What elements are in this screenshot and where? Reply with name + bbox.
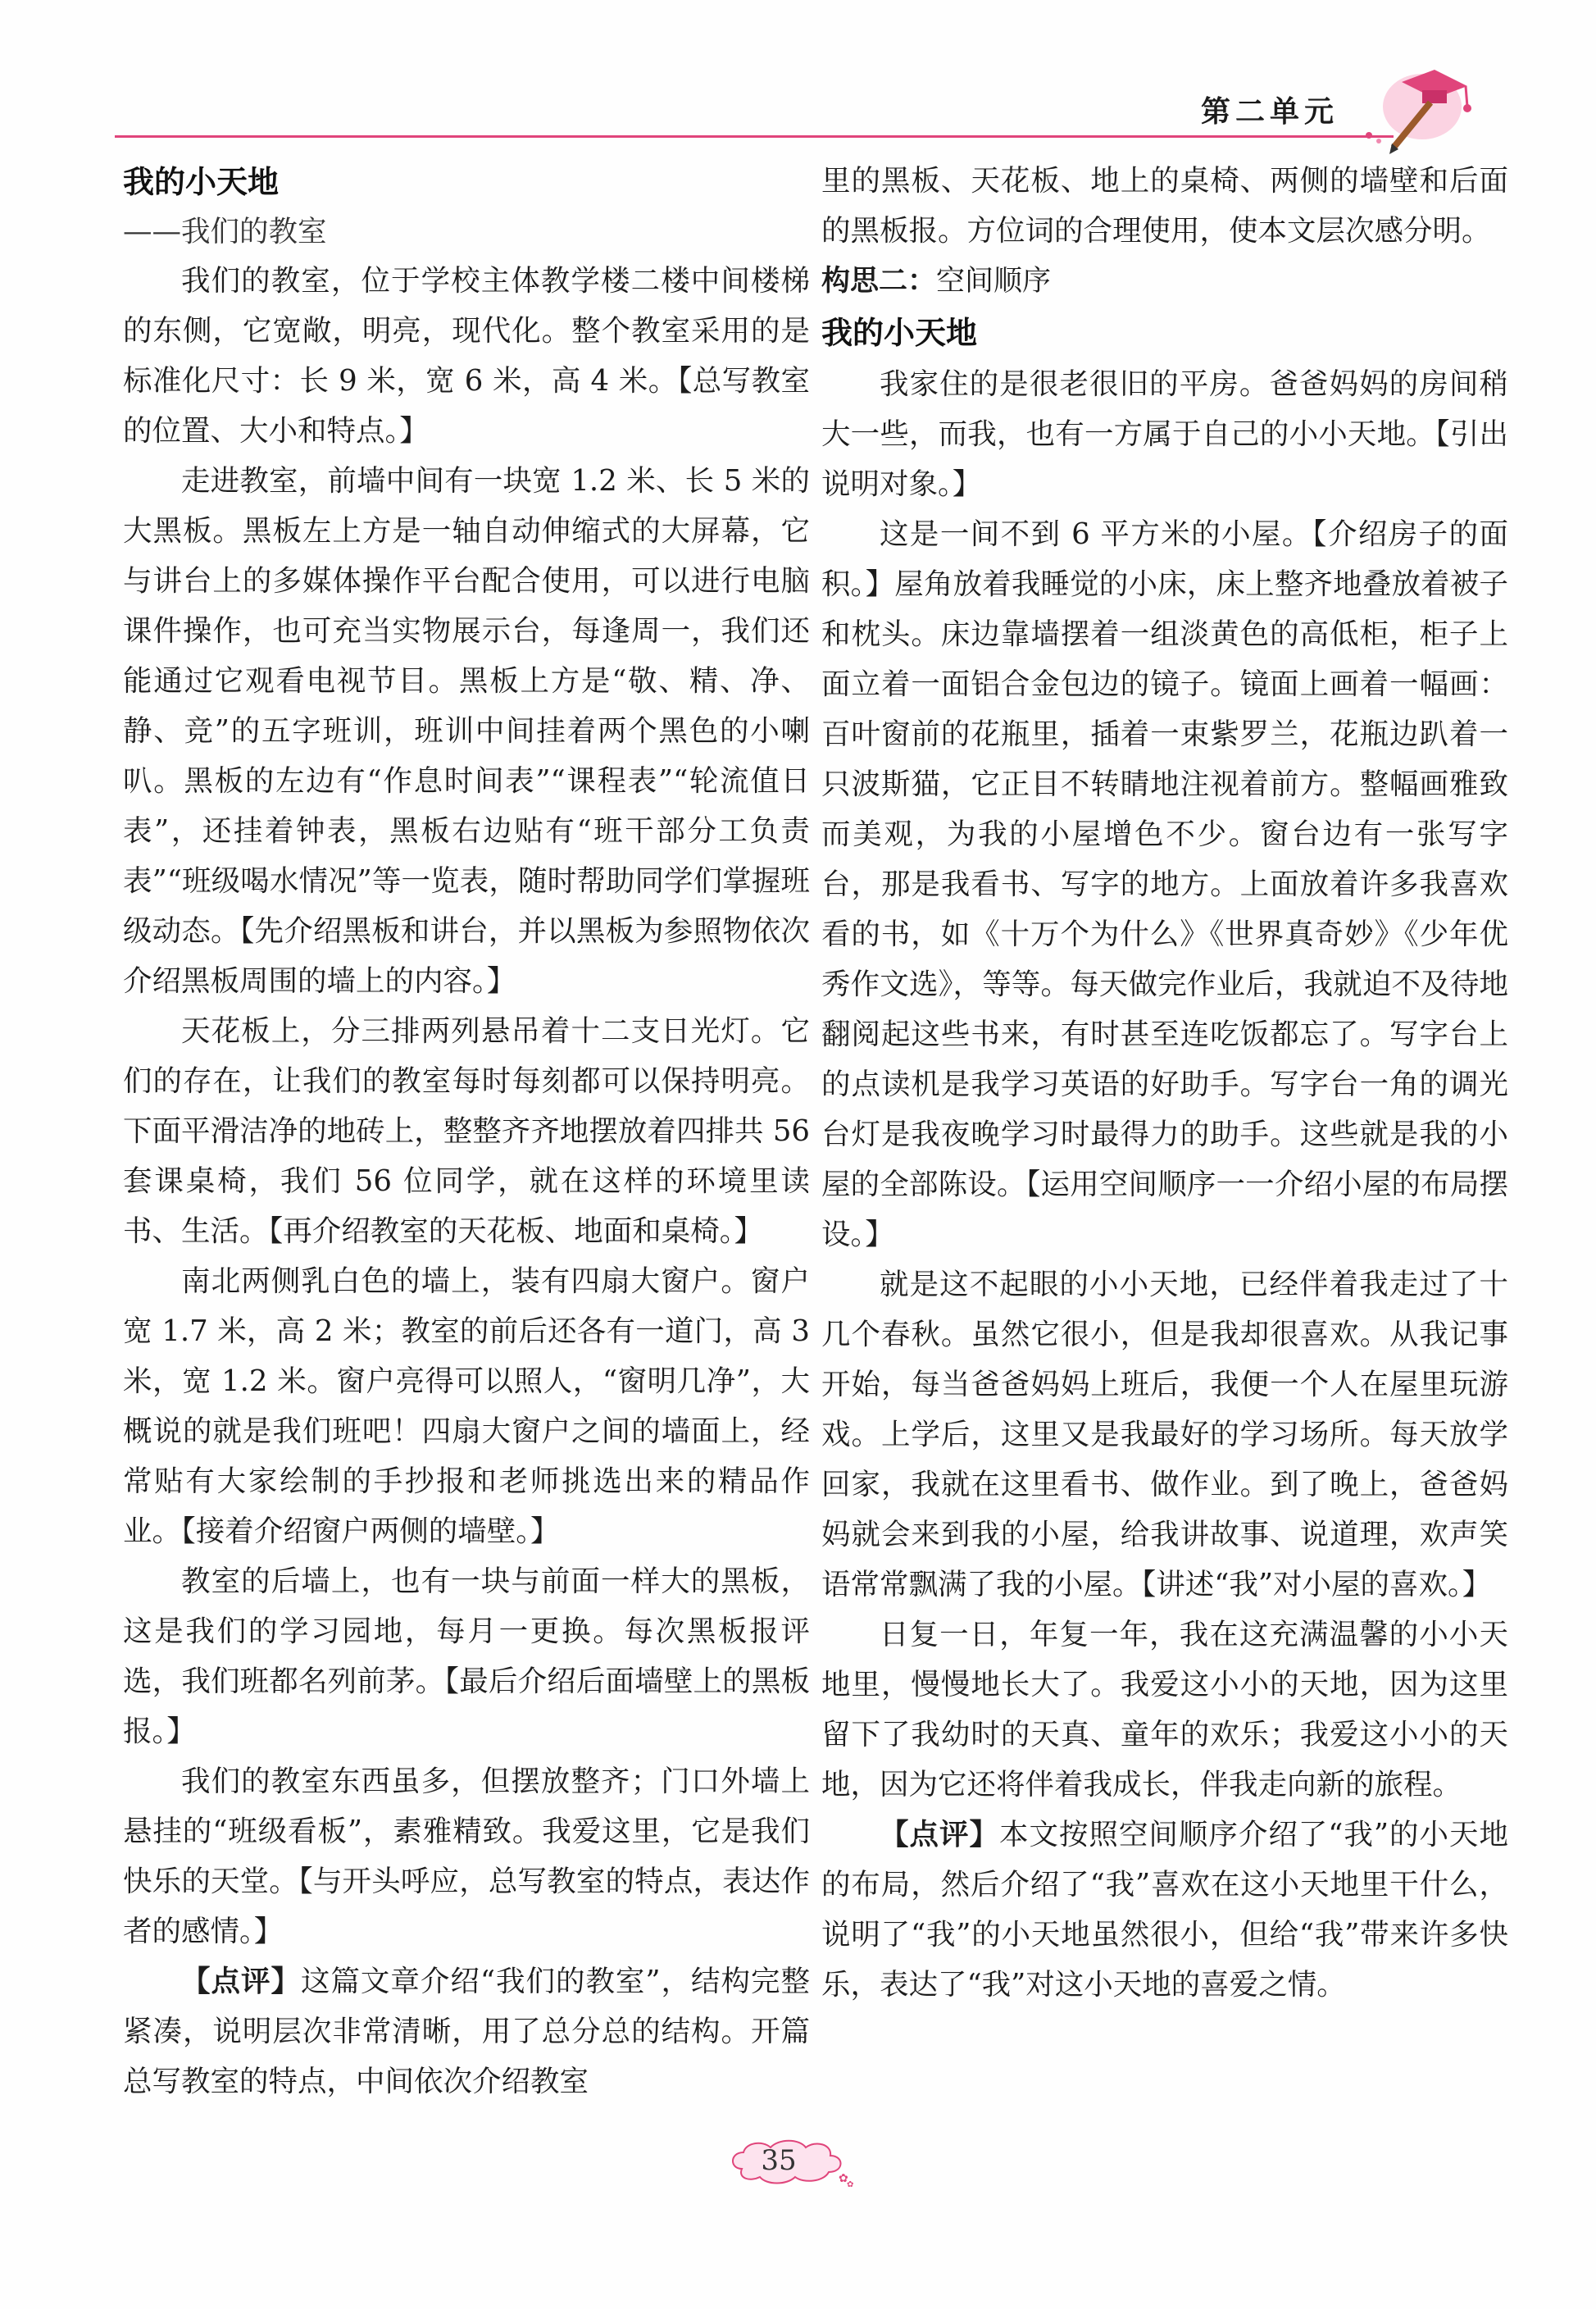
- unit-title: 第二单元: [1201, 94, 1339, 129]
- graduation-cap-pencil-icon: [1344, 57, 1476, 164]
- right-column: [821, 156, 1508, 2010]
- header-rule: [115, 135, 1394, 138]
- comment-label: 【点评】: [880, 1818, 999, 1851]
- article-subtitle-1: ——我们的教室: [123, 215, 327, 248]
- idea-heading: [821, 256, 1508, 307]
- comment-label: 【点评】: [181, 1965, 301, 1998]
- paragraph: 走进教室，前墙中间有一块宽 1.2 米、长 5 米的大黑板。黑板左上方是一轴自动伸缩式的大屏幕，它与讲台上的多媒体操作平台配合使用，可以进行电脑课件操作，也可充当实物展示台，每逢周一，我们还能通过它观看电视节目。黑板上方是“敬、精、净、静、竞”的五字班训，班训中间挂着两个黑色的小喇叭。黑板的左边有“作息时间表”“课程表”“轮流值日表”，还挂着钟表，黑板右边贴有“班干部分工负责表”“班级喝水情况”等一览表，随时帮助同学们掌握班级动态。【先介绍黑板和讲台，并以黑板为参照物依次介绍黑板周围的墙上的内容。】: [123, 464, 810, 998]
- paragraph: 日复一日，年复一年，我在这充满温馨的小小天地里，慢慢地长大了。我爱这小小的天地，因为这里留下了我幼时的天真、童年的欢乐；我爱这小小的天地，因为它还将伴着我成长，伴我走向新的旅程。: [821, 1618, 1508, 1801]
- svg-text:✿: ✿: [847, 2180, 854, 2189]
- article-title-1: 我的小天地: [123, 164, 280, 200]
- comment-paragraph: [123, 1956, 810, 2106]
- idea-text: 空间顺序: [936, 265, 1052, 298]
- idea-label: 构思二：: [821, 265, 937, 298]
- svg-text:✿: ✿: [839, 2173, 848, 2185]
- paragraph: 我家住的是很老很旧的平房。爸爸妈妈的房间稍大一些，而我，也有一方属于自己的小小天地。【引出说明对象。】: [821, 367, 1508, 501]
- article-title-2: 我的小天地: [821, 315, 978, 351]
- paragraph: 南北两侧乳白色的墙上，装有四扇大窗户。窗户宽 1.7 米，高 2 米；教室的前后还各有一道门，高 3 米，宽 1.2 米。窗户亮得可以照人，“窗明几净”，大概说的就是我们班吧！四扇大窗户之间的墙面上，经常贴有大家绘制的手抄报和老师挑选出来的精品作业。【接着介绍窗户两侧的墙壁。】: [123, 1264, 810, 1548]
- paragraph: 我们的教室东西虽多，但摆放整齐；门口外墙上悬挂的“班级看板”，素雅精致。我爱这里，它是我们快乐的天堂。【与开头呼应，总写教室的特点，表达作者的感情。】: [123, 1765, 810, 1948]
- page-number: 35: [761, 2144, 797, 2177]
- paragraph: 我们的教室，位于学校主体教学楼二楼中间楼梯的东侧，它宽敞，明亮，现代化。整个教室采用的是标准化尺寸：长 9 米，宽 6 米，高 4 米。【总写教室的位置、大小和特点。】: [123, 264, 810, 448]
- comment-paragraph: [821, 1810, 1508, 2010]
- comment-text: 本文按照空间顺序介绍了“我”的小天地的布局，然后介绍了“我”喜欢在这小天地里干什么，说明了“我”的小天地虽然很小，但给“我”带来许多快乐，表达了“我”对这小天地的喜爱之情。: [821, 1818, 1508, 2002]
- paragraph: 天花板上，分三排两列悬吊着十二支日光灯。它们的存在，让我们的教室每时每刻都可以保持明亮。下面平滑洁净的地砖上，整整齐齐地摆放着四排共 56 套课桌椅，我们 56 位同学，就在这样的环境里读书、生活。【再介绍教室的天花板、地面和桌椅。】: [123, 1014, 810, 1248]
- paragraph: 就是这不起眼的小小天地，已经伴着我走过了十几个春秋。虽然它很小，但是我却很喜欢。从我记事开始，每当爸爸妈妈上班后，我便一个人在屋里玩游戏。上学后，这里又是我最好的学习场所。每天放学回家，我就在这里看书、做作业。到了晚上，爸爸妈妈就会来到我的小屋，给我讲故事、说道理，欢声笑语常常飘满了我的小屋。【讲述“我”对小屋的喜欢。】: [821, 1268, 1508, 1601]
- comment-text: 这篇文章介绍“我们的教室”，结构完整紧凑，说明层次非常清晰，用了总分总的结构。开篇总写教室的特点，中间依次介绍教室: [123, 1965, 810, 2098]
- paragraph: 教室的后墙上，也有一块与前面一样大的黑板，这是我们的学习园地，每月一更换。每次黑板报评选，我们班都名列前茅。【最后介绍后面墙壁上的黑板报。】: [123, 1564, 810, 1748]
- left-column: [123, 156, 810, 2106]
- paragraph: 这是一间不到 6 平方米的小屋。【介绍房子的面积。】屋角放着我睡觉的小床，床上整齐地叠放着被子和枕头。床边靠墙摆着一组淡黄色的高低柜，柜子上面立着一面铝合金包边的镜子。镜面上画着一幅画：百叶窗前的花瓶里，插着一束紫罗兰，花瓶边趴着一只波斯猫，它正目不转睛地注视着前方。整幅画雅致而美观，为我的小屋增色不少。窗台边有一张写字台，那是我看书、写字的地方。上面放着许多我喜欢看的书，如《十万个为什么》《世界真奇妙》《少年优秀作文选》，等等。每天做完作业后，我就迫不及待地翻阅起这些书来，有时甚至连吃饭都忘了。写字台上的点读机是我学习英语的好助手。写字台一角的调光台灯是我夜晚学习时最得力的助手。这些就是我的小屋的全部陈设。【运用空间顺序一一介绍小屋的布局摆设。】: [821, 517, 1508, 1251]
- continued-comment: 里的黑板、天花板、地上的桌椅、两侧的墙壁和后面的黑板报。方位词的合理使用，使本文层次感分明。: [821, 164, 1508, 248]
- page-number-badge: [725, 2136, 857, 2193]
